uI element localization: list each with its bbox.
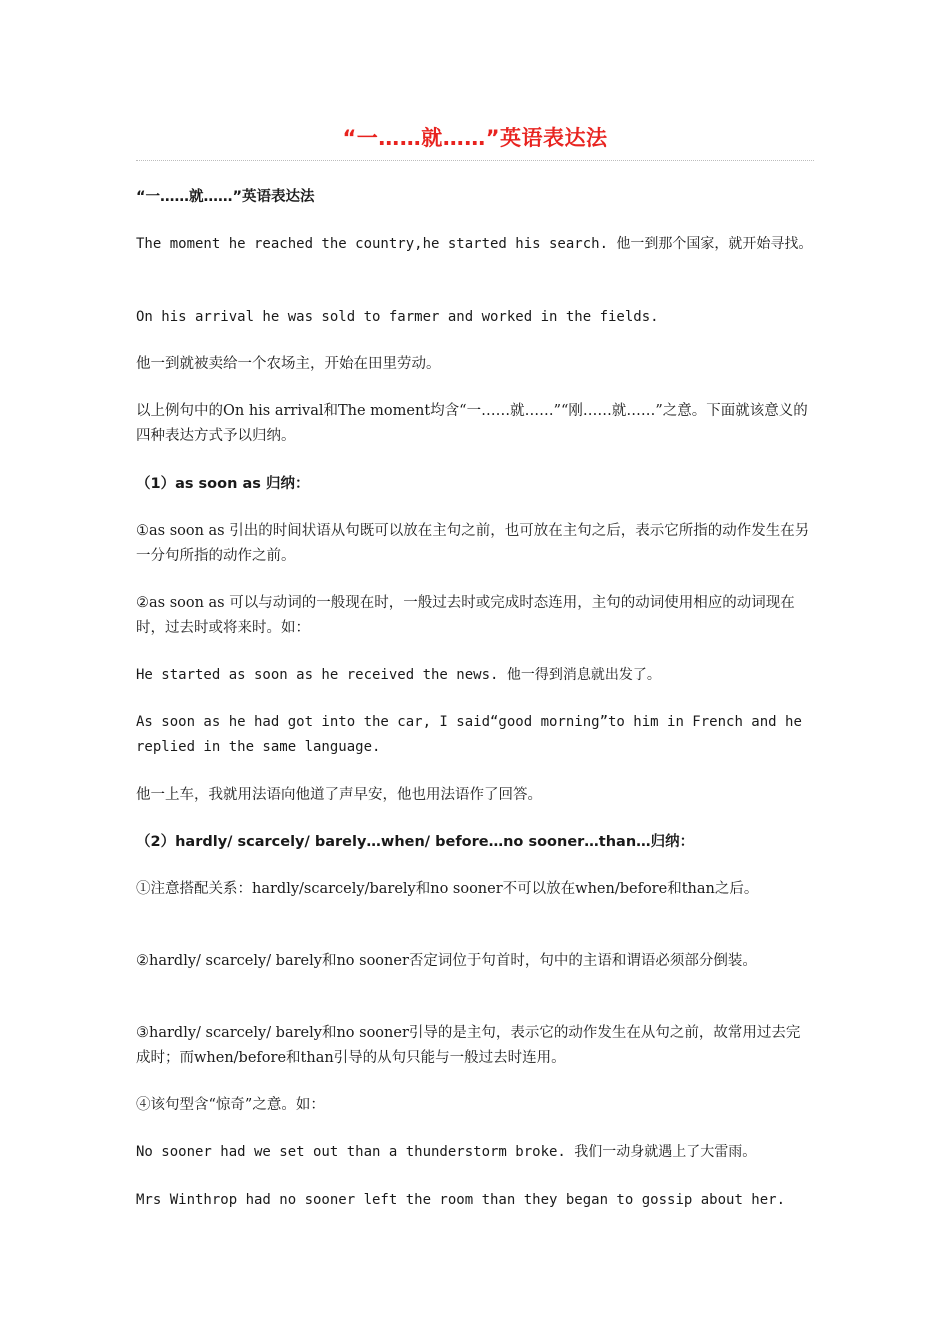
example-paragraph: On his arrival he was sold to farmer and worked in the fields. <box>136 309 659 325</box>
example-paragraph: Mrs Winthrop had no sooner left the room than they began to gossip about her. <box>136 1192 786 1208</box>
rule-paragraph: ①注意搭配关系：hardly/scarcely/barely和no sooner不可以放在when/before和than之后。 <box>136 881 759 897</box>
rule-paragraph: ②hardly/ scarcely/ barely和no sooner否定词位于句首时，句中的主语和谓语必须部分倒装。 <box>136 953 757 969</box>
rule-paragraph: ③hardly/ scarcely/ barely和no sooner引导的是主句，表示它的动作发生在从句之前，故常用过去完成时；而when/before和than引导的从句只能与一般过去时连用。 <box>136 1025 801 1066</box>
intro-paragraph: 以上例句中的On his arrival和The moment均含“一……就……”“刚……就……”之意。下面就该意义的四种表达方式予以归纳。 <box>136 403 808 444</box>
title-divider <box>136 160 814 161</box>
page-title: “一……就……”英语表达法 <box>342 126 608 150</box>
section-heading: （2）hardly/ scarcely/ barely…when/ before…no sooner…than…归纳： <box>136 834 695 850</box>
rule-paragraph: ①as soon as 引出的时间状语从句既可以放在主句之前，也可放在主句之后，表示它所指的动作发生在另一分句所指的动作之前。 <box>136 523 810 564</box>
section-heading: （1）as soon as 归纳： <box>136 476 310 492</box>
example-paragraph: As soon as he had got into the car, I said“good morning”to him in French and he replied in the same language. <box>136 714 802 755</box>
section-heading: “一……就……”英语表达法 <box>136 189 315 205</box>
example-paragraph: The moment he reached the country,he started his search. 他一到那个国家，就开始寻找。 <box>136 236 813 252</box>
rule-paragraph: ②as soon as 可以与动词的一般现在时，一般过去时或完成时态连用，主句的动词使用相应的动词现在时，过去时或将来时。如： <box>136 595 795 636</box>
example-paragraph: He started as soon as he received the news. 他一得到消息就出发了。 <box>136 667 661 683</box>
translation-paragraph: 他一上车，我就用法语向他道了声早安，他也用法语作了回答。 <box>136 787 542 803</box>
translation-paragraph: 他一到就被卖给一个农场主，开始在田里劳动。 <box>136 356 441 372</box>
rule-paragraph: ④该句型含“惊奇”之意。如： <box>136 1097 325 1113</box>
example-paragraph: No sooner had we set out than a thunderstorm broke. 我们一动身就遇上了大雷雨。 <box>136 1144 757 1160</box>
